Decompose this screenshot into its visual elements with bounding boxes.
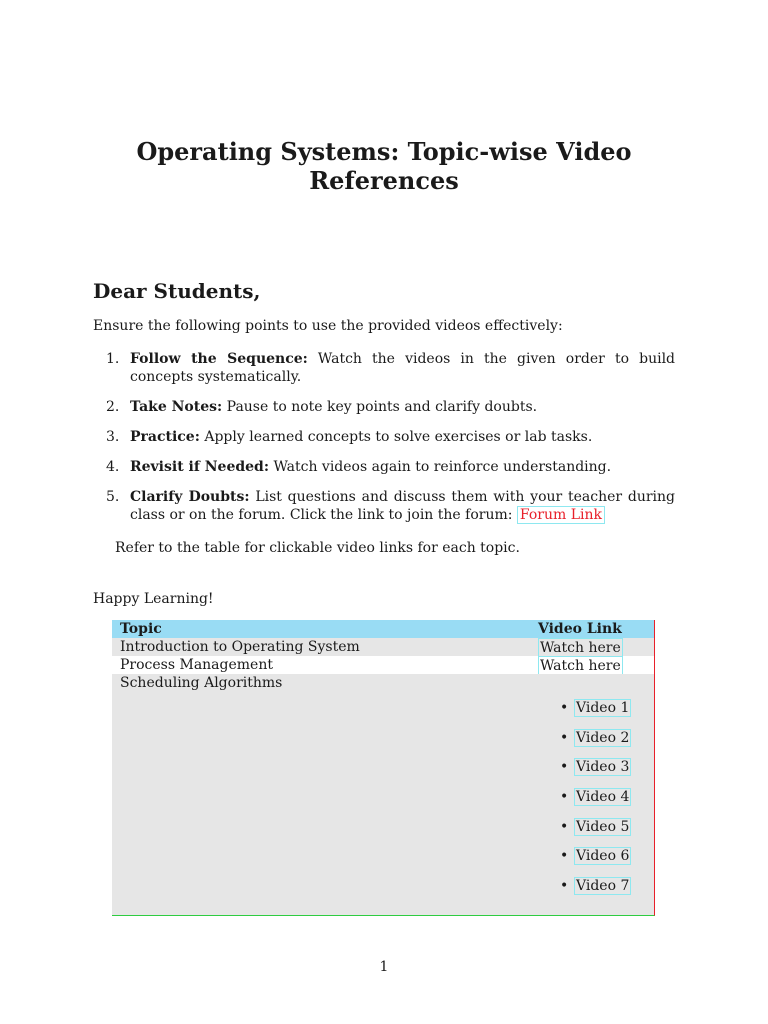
video-link[interactable]: Video 5 — [576, 818, 630, 835]
list-number: 1. — [106, 351, 120, 367]
list-item — [93, 398, 675, 416]
topic-cell: Process Management — [120, 657, 273, 673]
bullet-icon: • — [560, 878, 569, 895]
video-link[interactable]: Video 2 — [576, 729, 630, 746]
watch-here-link[interactable]: Watch here — [540, 640, 621, 656]
list-item — [560, 788, 631, 806]
list-number: 3. — [106, 429, 120, 445]
video-link[interactable]: Video 3 — [576, 759, 630, 776]
video-link[interactable]: Video 4 — [576, 789, 630, 806]
bullet-icon: • — [560, 700, 569, 716]
point-text: Pause to note key points and clarify doubts. — [222, 399, 538, 415]
page-title — [93, 137, 675, 195]
video-list — [560, 699, 631, 907]
list-item — [560, 847, 631, 865]
video-table — [112, 620, 655, 916]
list-item — [560, 699, 631, 717]
list-number: 2. — [106, 399, 120, 415]
video-link[interactable]: Video 1 — [576, 700, 630, 716]
list-number: 4. — [106, 459, 120, 475]
table-row — [112, 638, 654, 656]
guidelines-list — [93, 350, 675, 536]
intro-text: Ensure the following points to use the provided videos effectively: — [93, 318, 563, 334]
point-label: Follow the Sequence: — [130, 351, 308, 367]
video-link[interactable]: Video 6 — [576, 848, 630, 865]
table-row — [112, 674, 654, 915]
watch-here-link[interactable]: Watch here — [540, 658, 621, 674]
title-line-2: References — [309, 166, 459, 195]
table-row — [112, 656, 654, 674]
point-label: Revisit if Needed: — [130, 459, 270, 475]
list-item — [560, 818, 631, 836]
list-item — [93, 350, 675, 386]
topic-cell: Introduction to Operating System — [120, 639, 360, 655]
list-item — [560, 877, 631, 895]
list-item — [93, 488, 675, 524]
point-text: Watch the videos in the given order to build concepts systematically. — [130, 351, 676, 385]
header-video-link: Video Link — [538, 621, 622, 637]
bullet-icon: • — [560, 729, 569, 746]
bullet-icon: • — [560, 759, 569, 776]
topic-cell: Scheduling Algorithms — [120, 675, 283, 691]
closing-text: Happy Learning! — [93, 591, 214, 607]
forum-link[interactable]: Forum Link — [517, 506, 605, 524]
list-item — [93, 458, 675, 476]
point-text: Apply learned concepts to solve exercises or lab tasks. — [199, 429, 593, 445]
page-number: 1 — [379, 959, 389, 975]
video-link[interactable]: Video 7 — [576, 878, 630, 895]
list-item — [560, 758, 631, 776]
point-text: Watch videos again to reinforce understanding. — [269, 459, 612, 475]
header-topic: Topic — [120, 621, 162, 637]
point-label: Clarify Doubts: — [130, 489, 250, 505]
point-label: Take Notes: — [130, 399, 223, 415]
list-item — [560, 729, 631, 747]
table-header-row — [112, 620, 654, 638]
bullet-icon: • — [560, 818, 569, 835]
bullet-icon: • — [560, 848, 569, 865]
point-text: List questions and discuss them with your teacher during class or on the forum. Click the link to join the forum: — [130, 489, 675, 523]
list-number: 5. — [106, 489, 120, 505]
title-line-1: Operating Systems: Topic-wise Video — [136, 137, 632, 166]
bullet-icon: • — [560, 789, 569, 806]
salutation-heading: Dear Students, — [93, 279, 261, 303]
refer-text: Refer to the table for clickable video links for each topic. — [115, 540, 520, 556]
list-item — [93, 428, 675, 446]
point-label: Practice: — [130, 429, 200, 445]
